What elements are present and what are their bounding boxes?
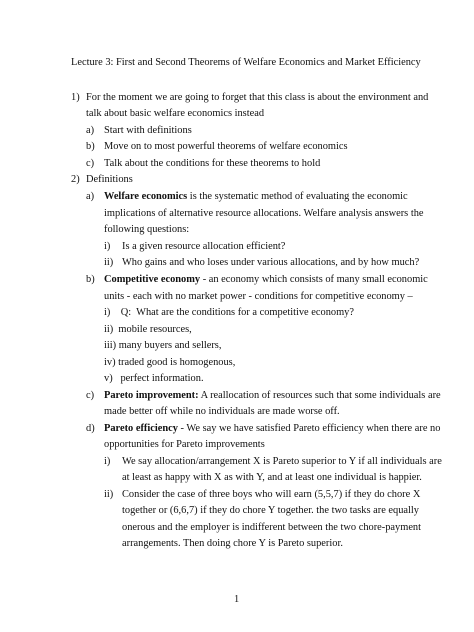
item-2d-i-line-2: at least as happy with X as with Y, and at least one individual is happier. <box>122 472 422 483</box>
item-2a-line-1: Welfare economics is the systematic method of evaluating the economic <box>104 191 408 202</box>
item-2d-ii-number: ii) <box>104 489 114 500</box>
item-2d-ii-line-1: Consider the case of three boys who will earn (5,5,7) if they do chore X <box>122 489 421 500</box>
item-2d-ii-line-4: arrangements. Then doing chore Y is Pareto superior. <box>122 538 343 549</box>
section-1-line-1: For the moment we are going to forget that this class is about the environment and <box>86 92 429 103</box>
item-2a-line-3: following questions: <box>104 224 190 235</box>
item-1a-number: a) <box>86 125 95 136</box>
item-2b-line-1: Competitive economy - an economy which consists of many small economic <box>104 274 428 285</box>
term-competitive-economy: Competitive economy <box>104 274 201 285</box>
item-2d-i-line-1: We say allocation/arrangement X is Pareto superior to Y if all individuals are <box>122 456 442 467</box>
item-1a-text: Start with definitions <box>104 125 192 136</box>
item-2a-ii-number: ii) <box>104 257 114 268</box>
section-1-line-2: talk about basic welfare economics instead <box>86 108 265 119</box>
item-2b-ii: ii) mobile resources, <box>104 324 192 335</box>
item-2d-ii-line-2: together or (6,6,7) if they do chore Y together. the two tasks are equally <box>122 505 419 516</box>
page-title: Lecture 3: First and Second Theorems of Welfare Economics and Market Efficiency <box>71 57 421 68</box>
item-2a-number: a) <box>86 191 95 202</box>
item-2b-line-2: units - each with no market power - conditions for competitive economy – <box>104 291 413 302</box>
item-2c-line-2: made better off while no individuals are made worse off. <box>104 406 340 417</box>
item-2c-number: c) <box>86 390 95 401</box>
item-1c-number: c) <box>86 158 95 169</box>
term-pareto-improvement: Pareto improvement: <box>104 390 199 401</box>
section-1-number: 1) <box>71 92 80 103</box>
section-2-number: 2) <box>71 174 80 185</box>
item-2d-ii-line-3: onerous and the employer is indifferent between the two chore-payment <box>122 522 422 533</box>
item-2a-line-2: implications of alternative resource allocations. Welfare analysis answers the <box>104 208 424 219</box>
item-2b-number: b) <box>86 274 95 285</box>
item-2b-v: v) perfect information. <box>104 373 204 384</box>
item-1c-text: Talk about the conditions for these theorems to hold <box>104 158 321 169</box>
item-2d-line-1: Pareto efficiency - We say we have satisfied Pareto efficiency when there are no <box>104 423 441 434</box>
item-2a-i-text: Is a given resource allocation efficient? <box>122 241 286 252</box>
term-pareto-efficiency: Pareto efficiency <box>104 423 178 434</box>
item-2d-i-number: i) <box>104 456 111 467</box>
item-1b-number: b) <box>86 141 95 152</box>
item-2b-i: i) Q: What are the conditions for a competitive economy? <box>104 307 354 318</box>
page-number: 1 <box>234 594 240 605</box>
item-2b-iii: iii) many buyers and sellers, <box>104 340 222 351</box>
item-2a-ii-text: Who gains and who loses under various allocations, and by how much? <box>122 257 420 268</box>
item-2a-i-number: i) <box>104 241 111 252</box>
item-2b-iv: iv) traded good is homogenous, <box>104 357 236 368</box>
term-welfare-economics: Welfare economics <box>104 191 188 202</box>
item-1b-text: Move on to most powerful theorems of welfare economics <box>104 141 348 152</box>
item-2d-number: d) <box>86 423 95 434</box>
item-2d-line-2: opportunities for Pareto improvements <box>104 439 265 450</box>
section-2-title: Definitions <box>86 174 133 185</box>
item-2c-line-1: Pareto improvement: A reallocation of resources such that some individuals are <box>104 390 441 401</box>
